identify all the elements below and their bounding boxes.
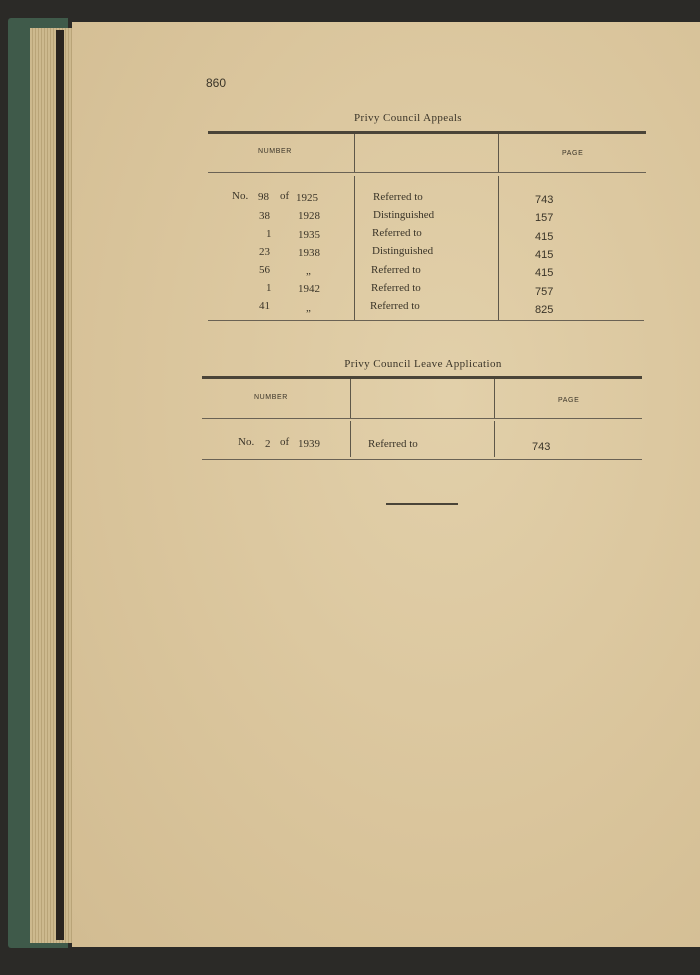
leave-header-rule [202, 418, 642, 419]
row-page: 415 [535, 267, 554, 279]
row-treatment: Referred to [371, 282, 421, 294]
row-no-label: No. [238, 436, 255, 448]
book-gutter [56, 30, 64, 940]
leave-col-divider-2 [494, 421, 495, 457]
row-page: 157 [535, 212, 554, 224]
leave-top-rule [202, 376, 642, 379]
row-year: 1928 [298, 210, 320, 222]
row-year: 1942 [298, 283, 320, 295]
row-year: 1938 [298, 247, 320, 259]
book-page [72, 22, 700, 947]
leave-header-divider-1 [350, 379, 351, 418]
row-number: 38 [259, 210, 270, 222]
row-treatment: Referred to [370, 300, 420, 312]
row-year-ditto: „ [306, 302, 311, 314]
leave-col-divider-1 [350, 421, 351, 457]
row-page: 825 [535, 304, 554, 316]
row-treatment: Referred to [372, 227, 422, 239]
page-number: 860 [206, 76, 227, 90]
row-number: 41 [259, 300, 270, 312]
appeals-header-divider-1 [354, 134, 355, 172]
row-treatment: Referred to [371, 264, 421, 276]
appeals-header-rule [208, 172, 646, 173]
row-page: 415 [535, 231, 554, 243]
row-number: 1 [266, 228, 272, 240]
row-treatment: Distinguished [372, 245, 434, 257]
row-number: 98 [258, 191, 269, 203]
row-treatment: Referred to [368, 438, 418, 450]
row-treatment: Distinguished [373, 209, 435, 221]
appeals-top-rule [208, 131, 646, 134]
row-year: 1939 [298, 438, 320, 450]
appeals-bottom-rule [208, 320, 644, 321]
row-of-label: of [280, 436, 290, 448]
row-year: 1935 [298, 229, 320, 241]
leave-title: Privy Council Leave Application [344, 358, 502, 370]
appeals-col-divider-2 [498, 176, 499, 320]
row-page: 743 [535, 194, 554, 206]
row-of-label: of [280, 190, 290, 202]
leave-header-number: NUMBER [254, 394, 288, 401]
row-number: 23 [259, 246, 270, 258]
row-number: 56 [259, 264, 270, 276]
end-rule [386, 503, 458, 505]
appeals-header-divider-2 [498, 134, 499, 172]
appeals-title: Privy Council Appeals [353, 112, 462, 124]
row-treatment: Referred to [373, 191, 423, 203]
row-number: 1 [266, 282, 272, 294]
row-page: 757 [535, 286, 554, 298]
appeals-header-number: NUMBER [258, 148, 292, 155]
row-page: 743 [532, 441, 551, 453]
leave-bottom-rule [202, 459, 642, 460]
appeals-header-page: PAGE [562, 150, 584, 157]
row-page: 415 [535, 249, 554, 261]
leave-header-divider-2 [494, 379, 495, 418]
appeals-col-divider-1 [354, 176, 355, 320]
row-number: 2 [265, 438, 271, 450]
row-no-label: No. [232, 190, 249, 202]
row-year: 1925 [296, 192, 318, 204]
leave-header-page: PAGE [558, 397, 580, 404]
row-year-ditto: „ [306, 265, 311, 277]
